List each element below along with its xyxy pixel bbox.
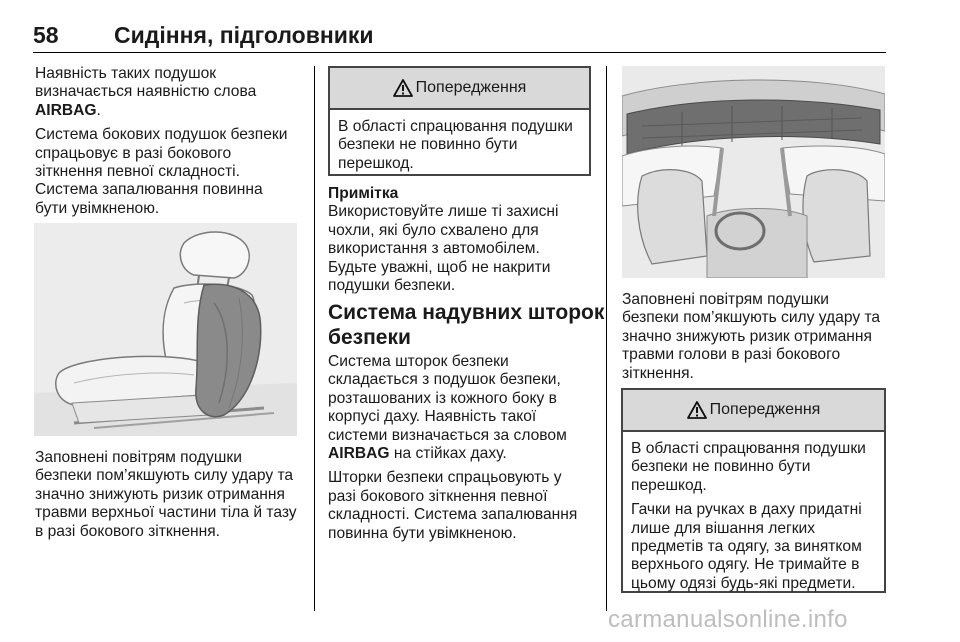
text-line: повинна бути увімкненою. [328,524,517,542]
text-line: перешкод. [338,154,414,172]
column-divider [606,66,607,611]
text-line: подушки безпеки. [328,277,456,295]
text-line: на стійках даху. [389,445,507,463]
text-line: складності. Система запалювання [328,506,578,524]
text-line: Використовуйте лише ті захисні [328,203,559,221]
warning-box [621,388,886,593]
text-line: Система запалювання повинна [35,181,263,199]
text-line: Гачки на ручках в даху придатні [631,501,862,519]
airbag-keyword: AIRBAG [328,445,390,463]
text-line: корпусі даху. Наявність такої [328,408,537,426]
text-line: спрацьовує в разі бокового [35,144,232,162]
text-line: значно знижують ризик отримання [622,327,872,345]
text-line: складається з подушок безпеки, [328,371,561,389]
note-heading: Примітка [328,185,399,202]
text-line: Наявність таких подушок [35,65,217,82]
warning-box [328,66,591,176]
airbag-keyword: AIRBAG [35,101,97,119]
warning-heading: Попередження [709,401,821,418]
text-line: травми голови в разі бокового [622,346,841,364]
text-line: цьому одязі будь-які предмети. [631,574,856,592]
text-line: бути увімкненою. [35,199,160,217]
text-line: . [96,101,101,119]
side-airbag-intro [35,65,287,218]
text-line: Заповнені повітрям подушки [622,291,829,308]
text-line: лише для вішання легких [631,519,816,537]
text-line: предметів та одягу, за винятком [631,538,862,556]
text-line: В області спрацювання подушки [338,118,573,135]
text-line: разі бокового зіткнення певної [328,487,548,505]
note-block [328,185,559,295]
side-airbag-caption [35,449,297,541]
text-line: Система бокових подушок безпеки [35,126,288,144]
column-divider [314,66,315,611]
text-line: безпеки не повинно бути [338,136,518,154]
text-line: безпеки пом’якшують силу удару та [35,467,294,485]
curtain-airbag-caption [622,291,880,383]
text-line: зіткнення. [622,364,694,382]
warning-header [623,390,884,432]
text-line: розташованих із кожного боку в [328,389,557,407]
watermark: carmanualsonline.info [608,606,848,633]
text-line: значно знижують ризик отримання [35,485,285,503]
text-line: визначається наявністю слова [35,83,257,101]
page-number: 58 [33,22,59,48]
curtain-airbag-text [328,353,577,543]
curtain-airbag-illustration [622,66,885,278]
text-line: верхнього одягу. Не тримайте в [631,556,860,574]
text-line: Будьте уважні, щоб не накрити [328,258,551,276]
text-line: безпеки пом’якшують силу удару та [622,309,881,327]
text-line: Система шторок безпеки [328,353,509,370]
warning-header [330,68,589,110]
text-line: безпеки не повинно бути [631,458,811,476]
section-title-line: безпеки [328,326,411,349]
car-interior-drawing [622,66,885,278]
page-header [33,22,886,53]
warning-heading: Попередження [415,79,527,96]
text-line: В області спрацювання подушки [631,440,866,457]
text-line: зіткнення певної складності. [35,163,240,181]
page-title: Сидіння, підголовники [114,22,374,48]
section-title [328,300,604,350]
text-line: Шторки безпеки спрацьовують у [328,469,562,487]
text-line: використання з автомобілем. [328,240,540,258]
text-line: Заповнені повітрям подушки [35,449,242,466]
text-line: чохли, які було схвалено для [328,221,539,239]
warning-body [330,110,589,179]
text-line: в разі бокового зіткнення. [35,522,221,540]
seat-airbag-illustration [34,223,297,436]
warning-body [623,432,884,599]
section-title-line: Система надувних шторок [328,301,605,324]
warning-triangle-icon [393,79,413,97]
text-line: системи визначається за словом [328,426,567,444]
text-line: перешкод. [631,476,707,494]
warning-triangle-icon [687,401,707,419]
text-line: травми верхньої частини тіла й тазу [35,504,297,522]
seat-airbag-drawing [34,223,297,436]
